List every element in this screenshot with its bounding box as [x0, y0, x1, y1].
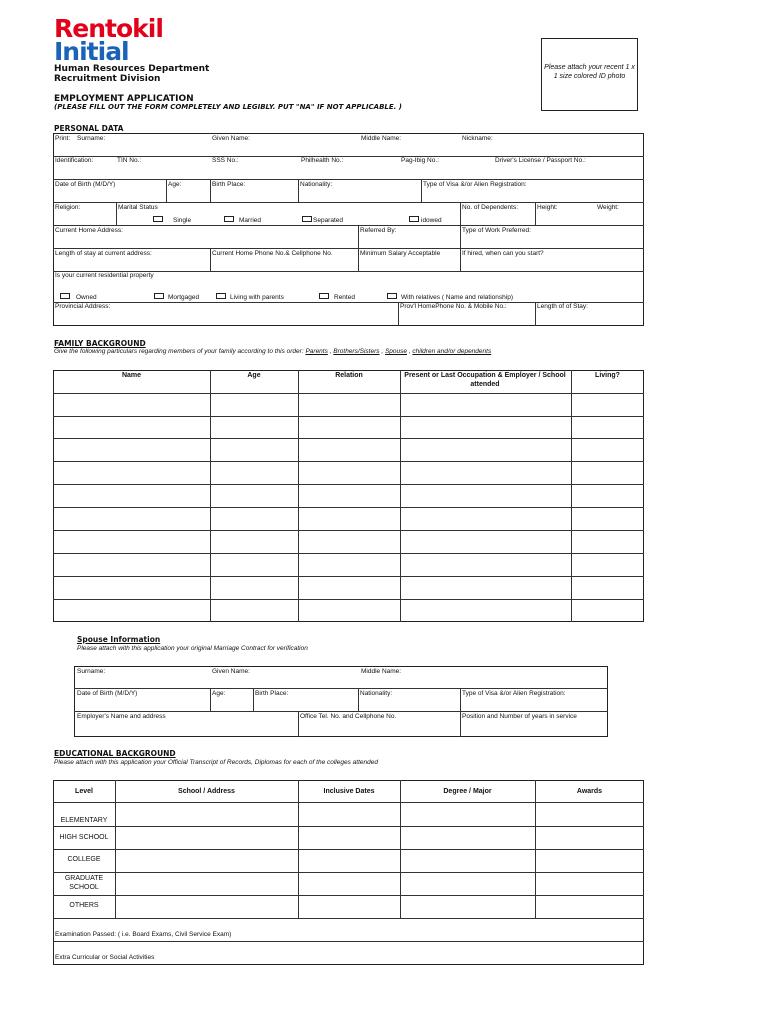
edu-col-dates: Inclusive Dates: [323, 788, 375, 795]
separated-label: Separated: [313, 217, 343, 224]
family-row-line: [53, 530, 644, 531]
family-row-line: [53, 461, 644, 462]
provincial-address-field[interactable]: Provincial Address:: [55, 303, 111, 310]
spouse-age-field[interactable]: Age:: [212, 690, 226, 697]
family-row-line: [53, 553, 644, 554]
philhealth-field[interactable]: Philhealth No.:: [301, 157, 344, 164]
age-field[interactable]: Age:: [168, 181, 182, 188]
edu-col-level: Level: [75, 788, 93, 795]
family-col-name: Name: [121, 372, 142, 379]
edu-col-awards: Awards: [576, 788, 603, 795]
logo-initial: Initial: [54, 37, 129, 66]
widowed-checkbox[interactable]: [409, 216, 419, 222]
owned-label: Owned: [76, 294, 97, 301]
single-checkbox[interactable]: [153, 216, 163, 222]
family-note: Give the following particulars regarding members of your family according to this order: Parents , Brothers/Sisters , Spouse , children and/or dependents: [54, 348, 492, 355]
family-row-line: [53, 599, 644, 600]
spouse-employer-field[interactable]: Employer's Name and address: [77, 713, 166, 720]
form-title: EMPLOYMENT APPLICATION: [54, 94, 194, 104]
family-row-line: [53, 438, 644, 439]
spouse-position-field[interactable]: Position and Number of years in service: [462, 713, 577, 720]
family-row-line: [53, 393, 644, 394]
order-spouse: Spouse: [384, 348, 407, 355]
family-col-age: Age: [247, 372, 261, 379]
division-name: Recruitment Division: [54, 74, 161, 84]
spouse-heading: Spouse Information: [77, 635, 161, 644]
birthplace-field[interactable]: Birth Place:: [212, 181, 246, 188]
relatives-checkbox[interactable]: [387, 293, 397, 299]
religion-field[interactable]: Religion:: [55, 204, 81, 211]
level-graduate-school: GRADUATE SCHOOL: [64, 875, 104, 891]
rented-label: Rented: [334, 294, 355, 301]
married-label: Married: [239, 217, 262, 224]
mortgaged-label: Mortgaged: [168, 294, 200, 301]
family-table: [53, 370, 644, 622]
work-preferred-field[interactable]: Type of Work Preferred:: [462, 227, 531, 234]
form-instructions: (PLEASE FILL OUT THE FORM COMPLETELY AND LEGIBLY. PUT "NA" IF NOT APPLICABLE. ): [54, 103, 402, 111]
family-col-relation: Relation: [335, 372, 363, 379]
education-note: Please attach with this application your Official Transcript of Records, Diplomas for each of the colleges attended: [54, 759, 378, 766]
given-name-field[interactable]: Given Name:: [212, 135, 250, 142]
current-address-field[interactable]: Current Home Address:: [55, 227, 123, 234]
owned-checkbox[interactable]: [60, 293, 70, 299]
family-row-line: [53, 576, 644, 577]
identification-label: Identification:: [55, 157, 94, 164]
nickname-field[interactable]: Nickname:: [462, 135, 493, 142]
spouse-middle-field[interactable]: Middle Name:: [361, 668, 402, 675]
marital-status-label: Marital Status: [118, 204, 158, 211]
visa-field[interactable]: Type of Visa &/or Alien Registration:: [423, 181, 527, 188]
photo-box[interactable]: [541, 38, 638, 111]
middle-name-field[interactable]: Middle Name:: [361, 135, 402, 142]
phone-field[interactable]: Current Home Phone No.& Cellphone No.: [212, 250, 333, 257]
family-row-line: [53, 416, 644, 417]
family-col-occupation: Present or Last Occupation & Employer / School attended: [404, 372, 566, 388]
family-row-line: [53, 484, 644, 485]
relatives-label: With relatives ( Name and relationship): [401, 294, 513, 301]
residential-label: Is your current residential property: [55, 272, 154, 279]
nationality-field[interactable]: Nationality:: [300, 181, 333, 188]
surname-field[interactable]: Surname:: [77, 135, 106, 142]
level-elementary: ELEMENTARY: [60, 817, 108, 824]
start-date-field[interactable]: If hired, when can you start?: [462, 250, 544, 257]
license-field[interactable]: Driver's License / Passport No.:: [495, 157, 586, 164]
length-stay-field[interactable]: Length of stay at current address:: [55, 250, 152, 257]
order-children: children and/or dependents: [412, 348, 492, 355]
edu-col-school: School / Address: [178, 788, 235, 795]
photo-note: Please attach your recent 1 x 1 size colored ID photo: [544, 64, 635, 80]
living-with-parents-checkbox[interactable]: [216, 293, 226, 299]
spouse-visa-field[interactable]: Type of Visa &/or Alien Registration:: [462, 690, 566, 697]
exam-passed-field[interactable]: Examination Passed: ( i.e. Board Exams, Civil Service Exam): [55, 931, 232, 938]
edu-col-degree: Degree / Major: [443, 788, 492, 795]
prov-length-field[interactable]: Length of of Stay:: [537, 303, 588, 310]
level-college: COLLEGE: [67, 856, 101, 863]
weight-field[interactable]: Weight:: [597, 204, 619, 211]
spouse-given-field[interactable]: Given Name:: [212, 668, 250, 675]
dependents-field[interactable]: No. of Dependents:: [462, 204, 519, 211]
order-parents: Parents: [305, 348, 328, 355]
logo-rentokil: Rentokil: [54, 14, 163, 43]
married-checkbox[interactable]: [224, 216, 234, 222]
spouse-nationality-field[interactable]: Nationality:: [360, 690, 393, 697]
spouse-office-field[interactable]: Office Tel. No. and Cellphone No.: [300, 713, 397, 720]
pagibig-field[interactable]: Pag-Ibig No.:: [401, 157, 439, 164]
mortgaged-checkbox[interactable]: [154, 293, 164, 299]
prov-phone-field[interactable]: Prov'l HomePhone No. & Mobile No.:: [400, 303, 507, 310]
separated-checkbox[interactable]: [302, 216, 312, 222]
spouse-note: Please attach with this application your original Marriage Contract for verification: [77, 645, 308, 652]
spouse-table: [74, 666, 608, 737]
height-field[interactable]: Height:: [537, 204, 558, 211]
salary-field[interactable]: Minimum Salary Acceptable: [360, 250, 441, 257]
sss-field[interactable]: SSS No.:: [212, 157, 239, 164]
spouse-dob-field[interactable]: Date of Birth (M/D/Y): [77, 690, 138, 697]
level-others: OTHERS: [69, 902, 99, 909]
extracurricular-field[interactable]: Extra Curricular or Social Activities: [55, 954, 155, 961]
family-col-living: Living?: [595, 372, 620, 379]
tin-field[interactable]: TIN No.:: [117, 157, 142, 164]
widowed-label: idowed: [421, 217, 442, 224]
family-heading: FAMILY BACKGROUND: [54, 339, 146, 348]
education-heading: EDUCATIONAL BACKGROUND: [54, 749, 176, 758]
level-high-school: HIGH SCHOOL: [59, 834, 109, 841]
department-name: Human Resources Department: [54, 64, 210, 74]
print-label: Print:: [55, 135, 71, 142]
rented-checkbox[interactable]: [319, 293, 329, 299]
living-with-parents-label: Living with parents: [230, 294, 284, 301]
order-siblings: Brothers/Sisters: [333, 348, 380, 355]
spouse-surname-field[interactable]: Surname:: [77, 668, 106, 675]
spouse-birthplace-field[interactable]: Birth Place:: [255, 690, 289, 697]
family-row-line: [53, 507, 644, 508]
referred-by-field[interactable]: Referred By:: [360, 227, 397, 234]
single-label: Single: [173, 217, 192, 224]
dob-field[interactable]: Date of Birth (M/D/Y): [55, 181, 116, 188]
personal-data-heading: PERSONAL DATA: [54, 124, 124, 133]
